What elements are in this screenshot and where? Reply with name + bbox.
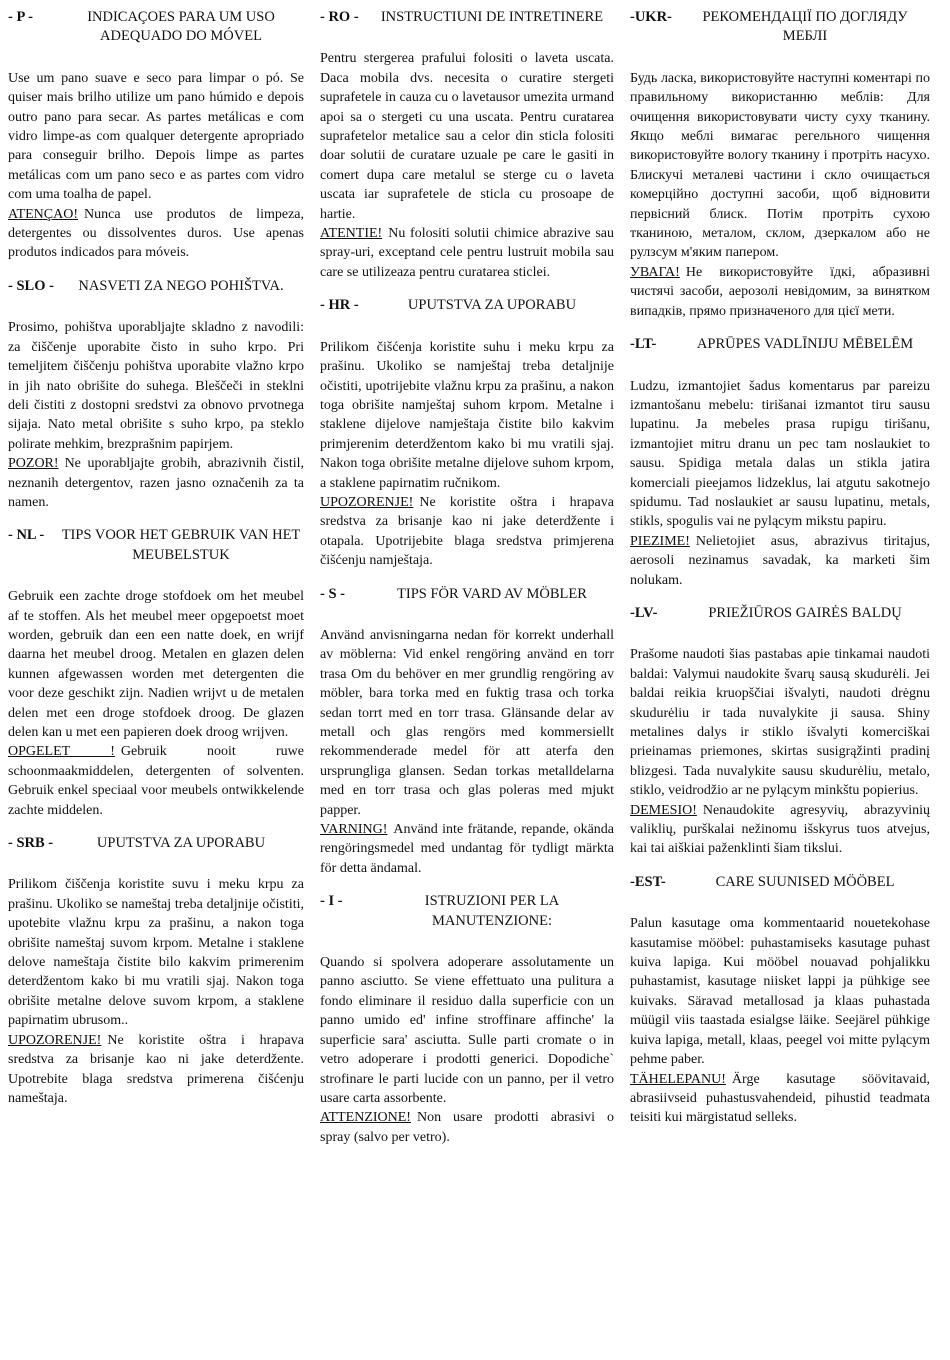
section-hr — [320, 296, 614, 570]
warning — [630, 1070, 930, 1128]
section-heading — [320, 585, 614, 604]
section-body: Använd anvisningarna nedan för korrekt underhall av möblerna: Vid enkel rengöring använd en torr trasa Om du behöver en mer grundlig rengöring av möbler, bara torka med en fuktig trasa och torka sedan torrt med en torr trasa. Glänsande delar av metall och glas rengörs med kommersiellt rekommenderade medel för att aterfa den ursprungliga glansen. Sedan torkas metalldelarna med en torr trasa och glas poleras med mjukt papper. — [320, 627, 614, 818]
section-title: PRIEŽIŪROS GAIRĖS BALDŲ — [708, 604, 902, 621]
warning — [320, 493, 614, 571]
section-title: INSTRUCTIUNI DE INTRETINERE — [380, 9, 604, 25]
section-title: INDICAÇOES PARA UM USO ADEQUADO DO MÓVEL — [87, 9, 275, 45]
section-lv — [630, 604, 930, 859]
section-nl — [8, 526, 304, 820]
warning-text: Ärge kasutage söövitavaid, abrasiivseid puhastusvahendeid, pihustid teadmata teisiti kui märgistatud selleks. — [630, 1071, 930, 1126]
language-code: -EST- — [630, 873, 666, 890]
warning-label: УВАГА! — [630, 264, 680, 280]
language-code: - I - — [320, 893, 343, 910]
language-code: -LT- — [630, 336, 657, 353]
language-code: -UKR- — [630, 9, 672, 25]
language-code: - SLO - — [8, 277, 54, 294]
section-title: TIPS VOOR HET GEBRUIK VAN HET MEUBELSTUK — [61, 527, 301, 563]
warning-label: ATTENZIONE! — [320, 1110, 411, 1126]
warning-text: Ne koristite oštra i hrapava sredstva za brisanje kao ni jake deterdžente i otapala. Upotrijebite blaga sredstva primjerena čišćenju namještaja. — [320, 494, 614, 569]
section-heading — [320, 296, 614, 315]
section-heading — [320, 892, 614, 931]
section-est — [630, 873, 930, 1128]
warning — [8, 205, 304, 263]
language-code: - HR - — [320, 297, 359, 314]
section-ukr — [630, 8, 930, 321]
section-heading — [8, 277, 304, 296]
warning-label: DEMESIO! — [630, 802, 697, 818]
section-body: Будь ласка, використовуйте наступні коментарі по правильному використанню меблів: Для очищення використовувати чисту суху тканину. Якщо меблі вимагає регельного чищення використовуйте вологу тканину і протріть насухо. Блискучі металеві частини і скло очищається комерційно доступні засоби, щоб відновити первісний блиск. Потім протріть сухою тканиною, металом, склом, дзеркалом або не рулзсум м'яким папером. — [630, 70, 930, 261]
warning-text: Nunca use produtos de limpeza, detergentes ou dissolventes duros. Use apenas produtos indicados para móveis. — [8, 206, 304, 261]
language-code: - P - — [8, 9, 33, 25]
warning-text: Nelietojiet asus, abrazivus tiritajus, aerosoli nezinamus savadak, ka marketi šim nolukam. — [630, 533, 930, 588]
warning — [320, 224, 614, 282]
section-heading — [8, 526, 304, 565]
language-code: - SRB - — [8, 835, 54, 852]
section-heading — [630, 873, 930, 892]
section-heading — [630, 8, 930, 47]
section-srb — [8, 834, 304, 1108]
section-heading — [630, 335, 930, 354]
warning-text: Ne uporabljajte grobih, abrazivnih čistil, neznanih detergentov, razen jasno označenih za ta namen. — [8, 456, 304, 510]
section-body: Prosimo, pohištva uporabljajte skladno z navodili: za čiščenje uporabite čisto in suho krpo. Pri temeljitem čiščenju pohištva uporabite vlažno krpo in jih nato obrišite do suhega. Bleščeči in steklni deli čistiti z dostopni sredstvi za obnovo prvotnega sijaja. Nato metal obrišite s suho krpo, pa steklo polirate mehkim, brezprašnim papirjem. — [8, 320, 304, 452]
language-code: -LV- — [630, 604, 658, 621]
section-title: ISTRUZIONI PER LA MANUTENZIONE: — [424, 893, 560, 929]
section-body: Palun kasutage oma kommentaarid nouetekohase kasutamise mööbel: puhastamiseks kasutage puhast kuiva lapiga. Kui mööbel nouavad pohjalikku puhastamist, kasutage niisket lappi ja pühkige see kuivaks. Säravad metallosad ja klaas puhastada müügil viis taastada esialgse läike. Seejärel pühkige kuiva lapiga, metall, klaas, peegel voi mitte pylącym pehme paber. — [630, 916, 930, 1068]
column-3 — [630, 8, 930, 1360]
language-code: - NL - — [8, 527, 45, 544]
warning-label: ATENÇAO! — [8, 206, 78, 222]
warning-text: Nenaudokite agresyvių, abrazyvinių valiklių, purškalai nežinomu išskyrus tuos atvejus, kai tai aiškiai paženklinti šiam tikslui. — [630, 802, 930, 857]
warning-text: Ne koristite oštra i hrapava sredstva za brisanje kao ni jake deterdžente. Upotrebite blaga sredstva primerena čišćenju nameštaja. — [8, 1032, 304, 1106]
warning-text: Non usare prodotti abrasivi o spray (salvo per vetro). — [320, 1110, 614, 1145]
warning-label: OPGELET ! — [8, 744, 115, 760]
warning-label: ATENTIE! — [320, 226, 383, 242]
warning — [8, 1031, 304, 1109]
warning-label: TÄHELEPANU! — [630, 1071, 726, 1087]
warning-text: Nu folositi solutii chimice abrazive sau spray-uri, exceptand cele pentru lustruit mobila sau care se utilizeaza pentru curatarea sticlei. — [320, 226, 614, 280]
section-heading — [8, 834, 304, 853]
section-slo — [8, 277, 304, 512]
section-heading — [320, 8, 614, 27]
warning-label: UPOZORENJE! — [320, 494, 414, 510]
section-title: UPUTSTVA ZA UPORABU — [407, 297, 577, 314]
section-title: NASVETI ZA NEGO POHIŠTVA. — [78, 277, 284, 294]
section-title: CARE SUUNISED MÖÖBEL — [715, 873, 895, 890]
section-title: TIPS FÖR VARD AV MÖBLER — [397, 585, 587, 602]
warning-text: Använd inte frätande, repande, okända rengöringsmedel med undantag för tydligt märkta för detta ändamal. — [320, 822, 614, 876]
warning-text: Не використовуйте їдкі, абразивні чистячі засоби, аерозолі невідомим, за винятком випадків, прямо призначеного для цієї мети. — [630, 264, 930, 319]
warning — [630, 263, 930, 321]
section-title: UPUTSTVA ZA UPORABU — [96, 835, 266, 852]
warning-label: VARNING! — [320, 822, 388, 838]
section-s — [320, 585, 614, 879]
section-body: Prilikom čiščenja koristite suvu i meku krpu za prašinu. Ukoliko se nameštaj treba detaljnije očistiti, upotebite vlažnu krpu za prašinu, a nakon toga obrišite nameštaj suvom krpom. Metalne i staklene delove nameštaja čistite bilo kakvim primerenim deterdžentom kako bi mu vratili sjaj. Nakon toga obrišite metalne delove suvom krpom, a staklene papirnatim ubrusom.. — [8, 877, 304, 1029]
section-body: Use um pano suave e seco para limpar o pó. Se quiser mais brilho utilize um pano húmido e depois outro pano para secar. As partes metálicas e com vidro limpe-as com qualquer detergente apropriado para conseguir brilho. Depois limpe as partes metálicas com um pano seco e as partes com vidro com uma toalha de papel. — [8, 70, 304, 203]
column-2 — [320, 8, 614, 1360]
language-code: - RO - — [320, 9, 359, 25]
section-body: Pentru stergerea prafului folositi o laveta uscata. Daca mobila dvs. necesita o curatire stergeti suprafetele in cauza cu o lavetausor umezita urmand apoi sa o stergeti cu una uscata. Pentru curatarea suprafetelor metalice sau a celor din sticla folositi doar solutii de curatare uzuale pe care le gasiti in comert dupa care metalul se sterge cu o laveta uscata iar suprafetele de sticla cu prosoape de hartie. — [320, 51, 614, 222]
section-body: Quando si spolvera adoperare assolutamente un panno asciutto. Se viene effettuato una pulitura a fondo eliminare il residuo dalla superficie con un panno umido ed' infine stroffinare affinche' la superficie sara' asciutta. Sulle parti cromate o in vetro adoperare i prodotti generici. Dopodiche` strofinare le parti lucide con un panno, per il vetro usare carta assorbente. — [320, 955, 614, 1106]
section-body: Prilikom čišćenja koristite suhu i meku krpu za prašinu. Ukoliko se namještaj treba detaljnije očistiti, upotrijebite vlažnu krpu za prašinu, a nakon toga obrišite namještaj suhom krpom. Metalne i staklene dijelove namještaja čistite bilo kakvim primjerenim deterdžentom kako bi mu vratili sjaj. Nakon toga obrišite metalne dijelove suhom krpom, a staklene papirnatim ručnikom. — [320, 339, 614, 491]
warning-text: Gebruik nooit ruwe schoonmaakmiddelen, detergenten of solventen. Gebruik enkel speciaal voor meubels ontwikkelende zachte middelen. — [8, 744, 304, 818]
section-title: РЕКОМЕНДАЦІЇ ПО ДОГЛЯДУ МЕБЛІ — [702, 9, 908, 45]
section-title: APRŪPES VADLĪNIJU MĒBELĒM — [696, 336, 914, 353]
warning — [320, 820, 614, 878]
warning — [320, 1108, 614, 1147]
warning — [8, 742, 304, 820]
warning-label: POZOR! — [8, 456, 59, 472]
section-body: Gebruik een zachte droge stofdoek om het meubel af te stoffen. Als het meubel meer opgepoetst moet worden, gebruik dan een een natte doek, en wrijf daarna het meubel droog. Metalen en glazen delen kunnen afgewassen worden met detergenten die voor deze geschikt zijn. Nadien wrijvt u de metalen delen met een droge stofdoek droog. De glazen delen kan u met een papieren doek droog wrijven. — [8, 589, 304, 740]
warning-label: UPOZORENJE! — [8, 1032, 102, 1048]
warning — [630, 532, 930, 590]
section-body: Prašome naudoti šias pastabas apie tinkamai naudoti baldai: Valymui naudokite švarų sausą skudurėli. Jei baldai reikia kruopščiai išvalyti, naudoti drėgnu skudurėliu ir tada nuvalykite ji sausa. Shiny metalines dalys ir stiklo išvalyti komerciškai prieinamas priemones, skirtas susigrąžinti pradinį blizgesi. Tada nuvalykite sausu skudurėliu, metalo, stiklo, veidrodžio ar ne pylącym minkštu popierius. — [630, 647, 930, 799]
section-ro — [320, 8, 614, 282]
column-1 — [8, 8, 304, 1360]
section-heading — [630, 604, 930, 623]
section-lt — [630, 335, 930, 590]
language-code: - S - — [320, 585, 345, 602]
section-body: Ludzu, izmantojiet šadus komentarus par pareizu izmantošanu mebelu: tirišanai izmantot tiru sausu lupatinu. Ja mebeles prasa rupigu tirišanu, izmantojiet mitru dranu un pec tam noslaukiet to sausu. Spidiga metala dalas un stikla jatira komerciali pieejamos lidzeklus, lai atgutu sakotnejo spidumu. Tad noslaukiet ar sausu lupatinu, metals, stikls, spogulis vai ne pylącym mikstu papiru. — [630, 378, 930, 530]
warning — [8, 454, 304, 512]
warning-label: PIEZIME! — [630, 533, 690, 549]
warning — [630, 801, 930, 859]
section-heading — [8, 8, 304, 47]
section-p — [8, 8, 304, 263]
section-i — [320, 892, 614, 1147]
